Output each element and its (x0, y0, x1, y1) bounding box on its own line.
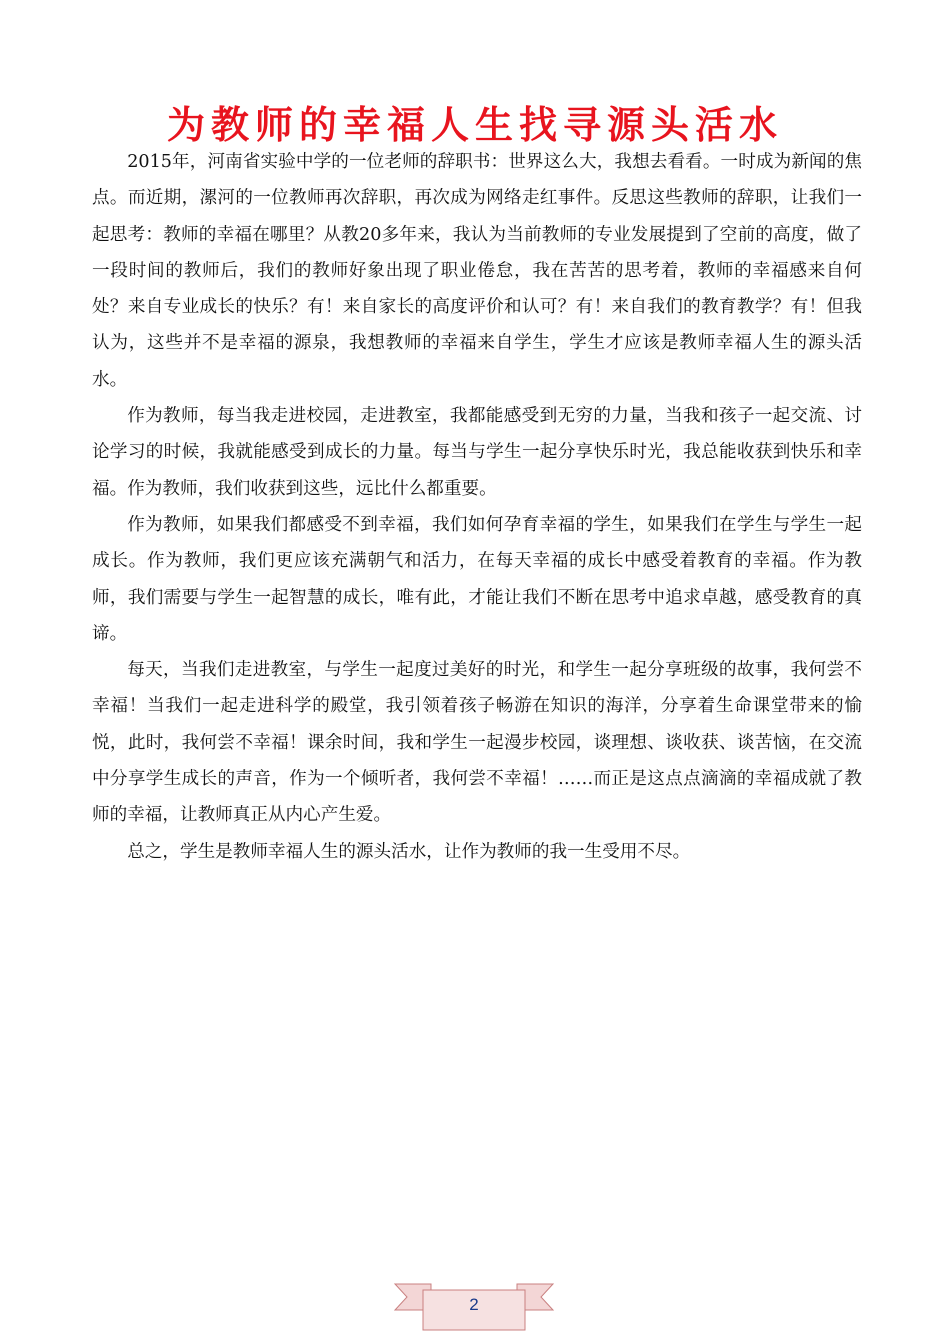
page-number: 2 (469, 1295, 479, 1314)
paragraph: 作为教师，如果我们都感受不到幸福，我们如何孕育幸福的学生，如果我们在学生与学生一起成长。作为教师，我们更应该充满朝气和活力，在每天幸福的成长中感受着教育的幸福。作为教师，我们需要与学生一起智慧的成长，唯有此，才能让我们不断在思考中追求卓越，感受教育的真谛。 (92, 514, 862, 644)
document-title: 为教师的幸福人生找寻源头活水 (166, 103, 783, 147)
paragraph: 作为教师，每当我走进校园，走进教室，我都能感受到无穷的力量，当我和孩子一起交流、讨论学习的时候，我就能感受到成长的力量。每当与学生一起分享快乐时光，我总能收获到快乐和幸福。作为教师，我们收获到这些，远比什么都重要。 (92, 406, 862, 499)
document-body (92, 144, 862, 870)
paragraph: 2015年，河南省实验中学的一位老师的辞职书：世界这么大，我想去看看。一时成为新闻的焦点。而近期，漯河的一位教师再次辞职，再次成为网络走红事件。反思这些教师的辞职，让我们一起思考：教师的幸福在哪里？从教20多年来，我认为当前教师的专业发展提到了空前的高度，做了一段时间的教师后，我们的教师好象出现了职业倦怠，我在苦苦的思考着，教师的幸福感来自何处？来自专业成长的快乐？有！来自家长的高度评价和认可？有！来自我们的教育教学？有！但我认为，这些并不是幸福的源泉，我想教师的幸福来自学生，学生才应该是教师幸福人生的源头活水。 (92, 152, 862, 390)
paragraph: 每天，当我们走进教室，与学生一起度过美好的时光，和学生一起分享班级的故事，我何尝不幸福！当我们一起走进科学的殿堂，我引领着孩子畅游在知识的海洋，分享着生命课堂带来的愉悦，此时，我何尝不幸福！课余时间，我和学生一起漫步校园，谈理想、谈收获、谈苦恼，在交流中分享学生成长的声音，作为一个倾听者，我何尝不幸福！……而正是这点点滴滴的幸福成就了教师的幸福，让教师真正从内心产生爱。 (92, 660, 862, 826)
paragraph: 总之，学生是教师幸福人生的源头活水，让作为教师的我一生受用不尽。 (127, 841, 691, 862)
